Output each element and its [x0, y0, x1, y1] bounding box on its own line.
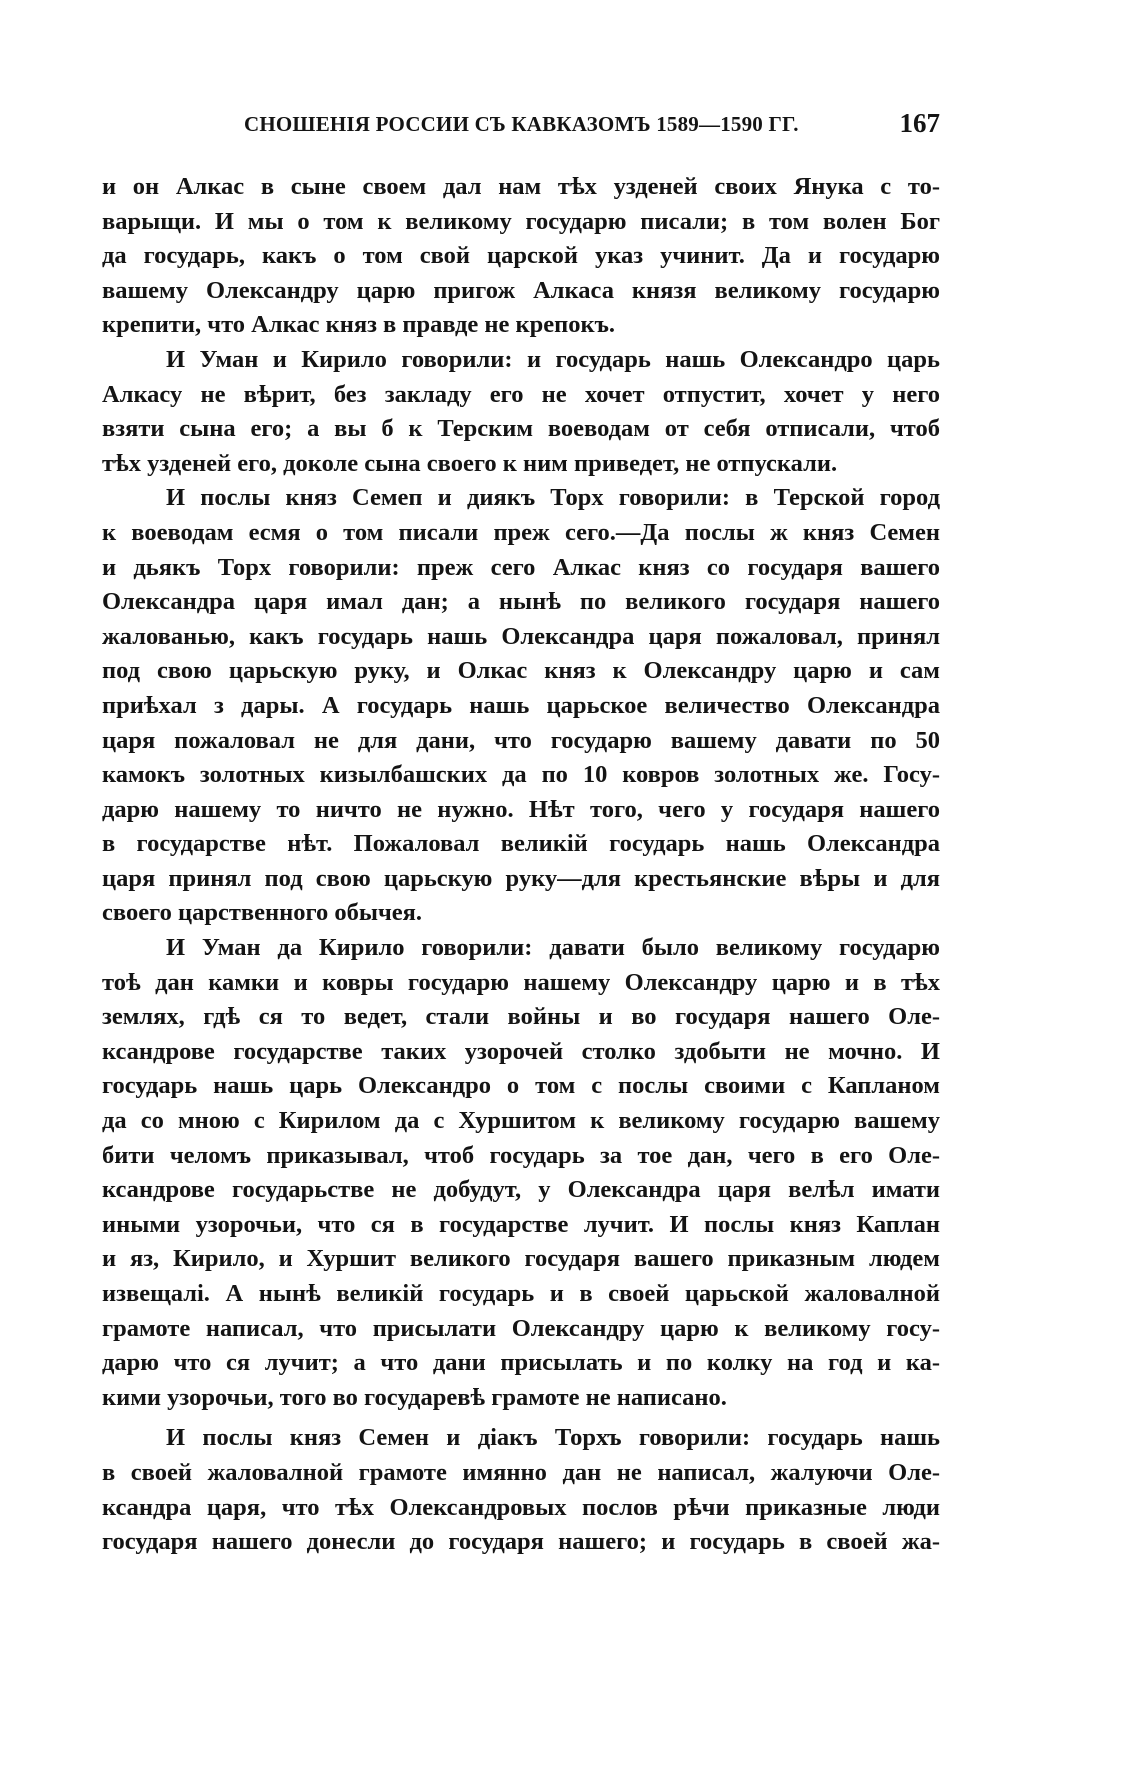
text-line: взяти сына его; а вы б к Терским воеводам от себя отписали, чтоб [102, 415, 940, 443]
text-line: царя принял под свою царьскую руку—для крестьянские вѣры и для [102, 864, 940, 892]
text-line: кими узорочьи, того во государевѣ грамоте не написано. [102, 1383, 727, 1411]
text-line: иными узорочьи, что ся в государстве лучит. И послы княз Каплан [102, 1210, 940, 1238]
text-line: в государстве нѣт. Пожаловал великій государь нашь Олександра [102, 830, 940, 858]
text-line: ксандра царя, что тѣх Олександровых послов рѣчи приказные люди [102, 1493, 940, 1521]
paragraph [102, 931, 940, 1415]
text-line: своего царственного обычея. [102, 899, 423, 927]
text-line: тѣх узденей его, доколе сына своего к ним приведет, не отпускали. [102, 449, 838, 477]
text-line: и дьякъ Торх говорили: преж сего Алкас княз со государя вашего [102, 553, 940, 581]
text-line: государь нашь царь Олександро о том с послы своими с Капланом [102, 1072, 940, 1100]
text-line: в своей жаловалной грамоте имянно дан не написал, жалуючи Оле- [102, 1458, 940, 1486]
paragraph [102, 343, 940, 481]
text-line: вашему Олександру царю пригож Алкаса князя великому государю [102, 276, 940, 304]
paragraph [102, 170, 940, 343]
text-line: ксандрове государстве таких узорочей столко здобыти не мочно. И [102, 1037, 940, 1065]
text-line: и он Алкас в сыне своем дал нам тѣх узденей своих Янука с то- [102, 173, 940, 200]
text-line: приѣхал з дары. А государь нашь царьское величество Олександра [102, 691, 940, 719]
text-line: ксандрове государьстве не добудут, у Олександра царя велѣл имати [102, 1176, 940, 1204]
text-line: жалованью, какъ государь нашь Олександра царя пожаловал, принял [102, 622, 940, 650]
text-line: и яз, Кирило, и Хуршит великого государя вашего приказным людем [102, 1245, 940, 1273]
text-line: И Уман да Кирило говорили: давати было великому государю [166, 934, 940, 962]
text-line: И послы княз Семен и діакъ Торхъ говорили: государь нашь [166, 1424, 940, 1452]
text-line: И Уман и Кирило говорили: и государь нашь Олександро царь [166, 345, 940, 373]
running-title: СНОШЕНІЯ РОССИИ СЪ КАВКАЗОМЪ 1589—1590 ГГ. [244, 112, 799, 136]
text-line: И послы княз Семеп и диякъ Торх говорили: в Терской город [166, 484, 940, 512]
text-line: под свою царьскую руку, и Олкас княз к Олександру царю и сам [102, 657, 940, 685]
text-line: грамоте написал, что присылати Олександру царю к великому госу- [102, 1314, 940, 1342]
text-line: к воеводам есмя о том писали преж сего.—Да послы ж княз Семен [102, 518, 940, 546]
text-line: да государь, какъ о том свой царской указ учинит. Да и государю [102, 242, 940, 270]
text-line: тоѣ дан камки и ковры государю нашему Олександру царю и в тѣх [102, 968, 940, 996]
text-line: дарю что ся лучит; а что дани присылать и по колку на год и ка- [102, 1349, 940, 1377]
text-line: варыщи. И мы о том к великому государю писали; в том волен Бог [102, 207, 940, 235]
text-line: камокъ золотных кизылбашских да по 10 ковров золотных же. Госу- [102, 761, 940, 789]
text-line: дарю нашему то ничто не нужно. Нѣт того, чего у государя нашего [102, 795, 940, 823]
page-number: 167 [899, 108, 940, 138]
body-text [102, 170, 940, 1560]
text-line: да со мною с Кирилом да с Хуршитом к великому государю вашему [102, 1107, 940, 1135]
text-line: землях, гдѣ ся то ведет, стали войны и во государя нашего Оле- [102, 1003, 940, 1031]
text-line: государя нашего донесли до государя нашего; и государь в своей жа- [102, 1528, 940, 1556]
text-line: бити челомъ приказывал, чтоб государь за тое дан, чего в его Оле- [102, 1141, 940, 1169]
running-head [102, 108, 940, 152]
text-line: Олександра царя имал дан; а нынѣ по великого государя нашего [102, 588, 940, 616]
text-line: извещалі. А нынѣ великій государь и в своей царьской жаловалной [102, 1280, 940, 1307]
text-line: Алкасу не вѣрит, без закладу его не хочет отпустит, хочет у него [102, 380, 940, 408]
paragraph [102, 1421, 940, 1559]
text-line: царя пожаловал не для дани, что государю вашему давати по 50 [102, 726, 940, 754]
text-line: крепити, что Алкас княз в правде не крепокъ. [102, 311, 616, 339]
paragraph [102, 481, 940, 931]
